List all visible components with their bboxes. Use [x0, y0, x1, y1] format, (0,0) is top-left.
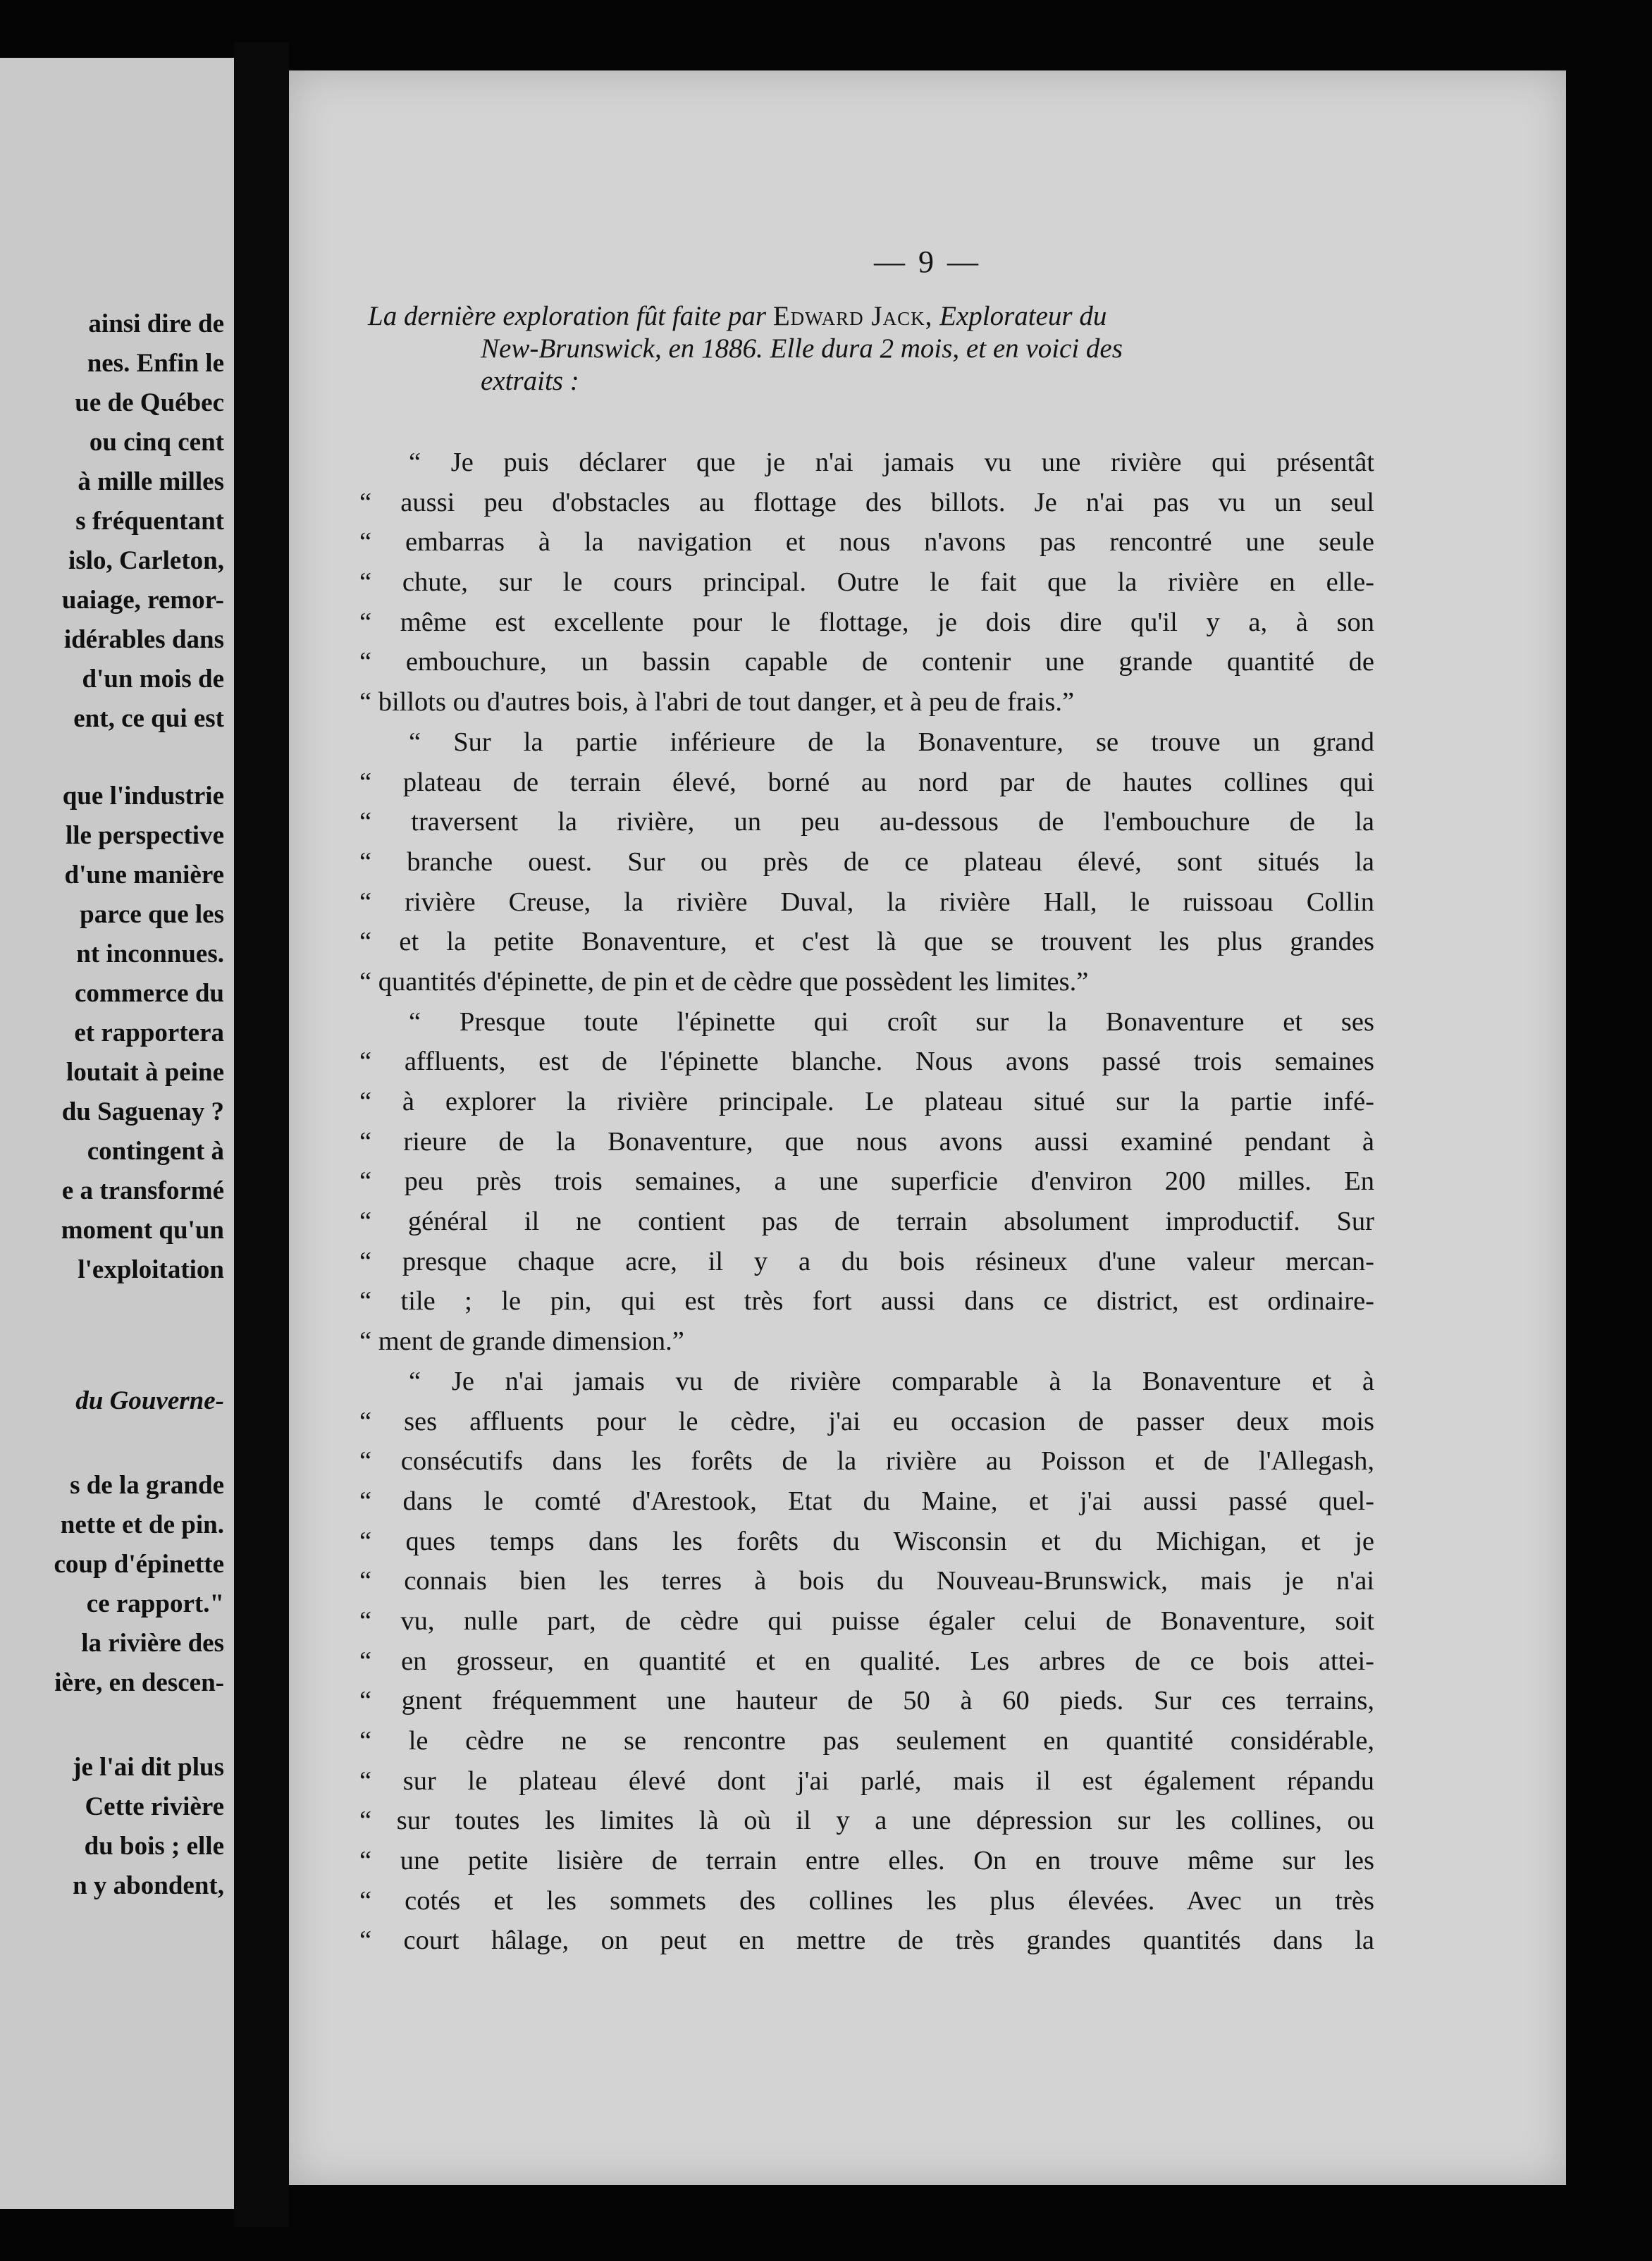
left-page-line: nt inconnues.: [76, 939, 224, 968]
left-page-line: parce que les: [80, 900, 224, 929]
text-line: “ cotés et les sommets des collines les plus élevées. Avec un très: [359, 1885, 1374, 1916]
text-line: “ peu près trois semaines, a une superficie d'environ 200 milles. En: [359, 1166, 1374, 1197]
left-page-line: commerce du: [75, 979, 224, 1008]
left-page-line: ue de Québec: [75, 388, 224, 417]
text-line: “ affluents, est de l'épinette blanche. Nous avons passé trois semaines: [359, 1047, 1374, 1077]
text-line: “ rieure de la Bonaventure, que nous avons aussi examiné pendant à: [359, 1126, 1374, 1157]
text-line: “ et la petite Bonaventure, et c'est là que se trouvent les plus grandes: [359, 927, 1374, 957]
left-page-line: du Saguenay ?: [61, 1097, 224, 1126]
text-line: “ Je n'ai jamais vu de rivière comparable à la Bonaventure et à: [409, 1366, 1374, 1396]
left-page-line: ent, ce qui est: [73, 704, 224, 733]
text-line: “ presque chaque acre, il y a du bois résineux d'une valeur mercan-: [359, 1246, 1374, 1276]
left-page-line: lle perspective: [66, 821, 224, 850]
intro-text-2: Explorateur du: [939, 301, 1107, 331]
left-page-line: n y abondent,: [73, 1871, 224, 1900]
text-line: “ Je puis déclarer que je n'ai jamais vu une rivière qui présentât: [409, 448, 1374, 477]
text-line: “ plateau de terrain élevé, borné au nord par de hautes collines qui: [359, 767, 1374, 797]
left-page-fragment: [0, 58, 235, 2209]
left-page-line: d'un mois de: [82, 665, 224, 694]
left-page-line: idérables dans: [63, 625, 224, 654]
left-page-line: coup d'épinette: [54, 1550, 224, 1579]
left-page-line: islo, Carleton,: [68, 546, 224, 575]
left-page-line: ou cinq cent: [89, 428, 224, 457]
text-line: “ le cèdre ne se rencontre pas seulement en quantité considérable,: [359, 1726, 1374, 1756]
text-line: “ connais bien les terres à bois du Nouveau-Brunswick, mais je n'ai: [359, 1566, 1374, 1596]
text-line: “ gnent fréquemment une hauteur de 50 à 60 pieds. Sur ces terrains,: [359, 1686, 1374, 1716]
left-page-line: que l'industrie: [62, 782, 224, 811]
text-line: “ quantités d'épinette, de pin et de cèdre que possèdent les limites.”: [359, 966, 1089, 997]
left-page-line: ière, en descen-: [54, 1668, 224, 1697]
left-page-line: loutait à peine: [66, 1058, 224, 1087]
intro-line-2: New-Brunswick, en 1886. Elle dura 2 mois, et en voici des: [481, 333, 1123, 364]
text-line: “ consécutifs dans les forêts de la rivière au Poisson et de l'Allegash,: [359, 1446, 1374, 1477]
left-page-line: moment qu'un: [61, 1216, 224, 1245]
left-page-line: nette et de pin.: [60, 1510, 224, 1539]
page-gutter: [234, 42, 289, 2227]
left-page-line: s de la grande: [70, 1471, 224, 1500]
text-line: “ même est excellente pour le flottage, je dois dire qu'il y a, à son: [359, 607, 1374, 637]
text-line: “ tile ; le pin, qui est très fort aussi dans ce district, est ordinaire-: [359, 1286, 1374, 1317]
left-page-line: du bois ; elle: [84, 1832, 224, 1861]
text-line: “ chute, sur le cours principal. Outre le fait que la rivière en elle-: [359, 567, 1374, 598]
text-line: “ vu, nulle part, de cèdre qui puisse égaler celui de Bonaventure, soit: [359, 1606, 1374, 1636]
text-line: “ branche ouest. Sur ou près de ce plateau élevé, sont situés la: [359, 846, 1374, 877]
text-line: “ une petite lisière de terrain entre elles. On en trouve même sur les: [359, 1846, 1374, 1876]
text-line: “ Sur la partie inférieure de la Bonaventure, se trouve un grand: [409, 727, 1374, 757]
intro-text: La dernière exploration fût faite par: [368, 301, 767, 331]
text-line: “ ment de grande dimension.”: [359, 1326, 684, 1357]
text-line: “ embouchure, un bassin capable de contenir une grande quantité de: [359, 647, 1374, 677]
text-line: “ en grosseur, en quantité et en qualité. Les arbres de ce bois attei-: [359, 1646, 1374, 1676]
text-line: “ sur le plateau élevé dont j'ai parlé, mais il est également répandu: [359, 1766, 1374, 1796]
text-line: “ sur toutes les limites là où il y a une dépression sur les collines, ou: [359, 1806, 1374, 1836]
text-line: “ général il ne contient pas de terrain absolument improductif. Sur: [359, 1207, 1374, 1237]
left-page-line: e a transformé: [61, 1176, 224, 1205]
text-line: “ dans le comté d'Arestook, Etat du Maine, et j'ai aussi passé quel-: [359, 1486, 1374, 1516]
text-line: “ rivière Creuse, la rivière Duval, la rivière Hall, le ruissoau Collin: [359, 887, 1374, 917]
left-page-line: et rapportera: [74, 1018, 224, 1047]
text-line: “ embarras à la navigation et nous n'avons pas rencontré une seule: [359, 527, 1374, 557]
text-line: “ traversent la rivière, un peu au-dessous de l'embouchure de la: [359, 807, 1374, 837]
page-number: — 9 —: [874, 245, 981, 279]
body-text: [359, 443, 1374, 1961]
main-page: [289, 70, 1566, 2185]
text-line: “ billots ou d'autres bois, à l'abri de tout danger, et à peu de frais.”: [359, 687, 1075, 717]
left-page-line: je l'ai dit plus: [73, 1753, 224, 1782]
text-line: “ aussi peu d'obstacles au flottage des billots. Je n'ai pas vu un seul: [359, 487, 1374, 517]
left-page-line: nes. Enfin le: [87, 349, 224, 378]
left-page-line: ainsi dire de: [88, 309, 224, 338]
intro-line-3: extraits :: [481, 366, 579, 396]
text-line: “ court hâlage, on peut en mettre de très grandes quantités dans la: [359, 1926, 1374, 1956]
left-page-line: l'exploitation: [78, 1255, 224, 1284]
intro-paragraph: [368, 300, 1355, 398]
left-page-line: la rivière des: [81, 1629, 224, 1658]
text-line: “ ses affluents pour le cèdre, j'ai eu occasion de passer deux mois: [359, 1406, 1374, 1436]
text-line: “ ques temps dans les forêts du Wisconsin et du Michigan, et je: [359, 1526, 1374, 1556]
left-page-line: à mille milles: [78, 467, 224, 496]
left-page-line: du Gouverne-: [75, 1386, 224, 1415]
left-page-line: contingent à: [87, 1137, 224, 1166]
text-line: “ Presque toute l'épinette qui croît sur la Bonaventure et ses: [409, 1006, 1374, 1037]
left-page-line: ce rapport.": [86, 1589, 224, 1618]
left-page-line: s fréquentant: [75, 507, 224, 536]
text-line: “ à explorer la rivière principale. Le plateau situé sur la partie infé-: [359, 1087, 1374, 1116]
intro-line-1: [368, 300, 1355, 333]
author-name: Edward Jack,: [772, 301, 933, 331]
left-page-line: uaiage, remor-: [61, 586, 224, 615]
left-page-line: Cette rivière: [85, 1792, 224, 1821]
left-page-line: d'une manière: [64, 861, 224, 889]
